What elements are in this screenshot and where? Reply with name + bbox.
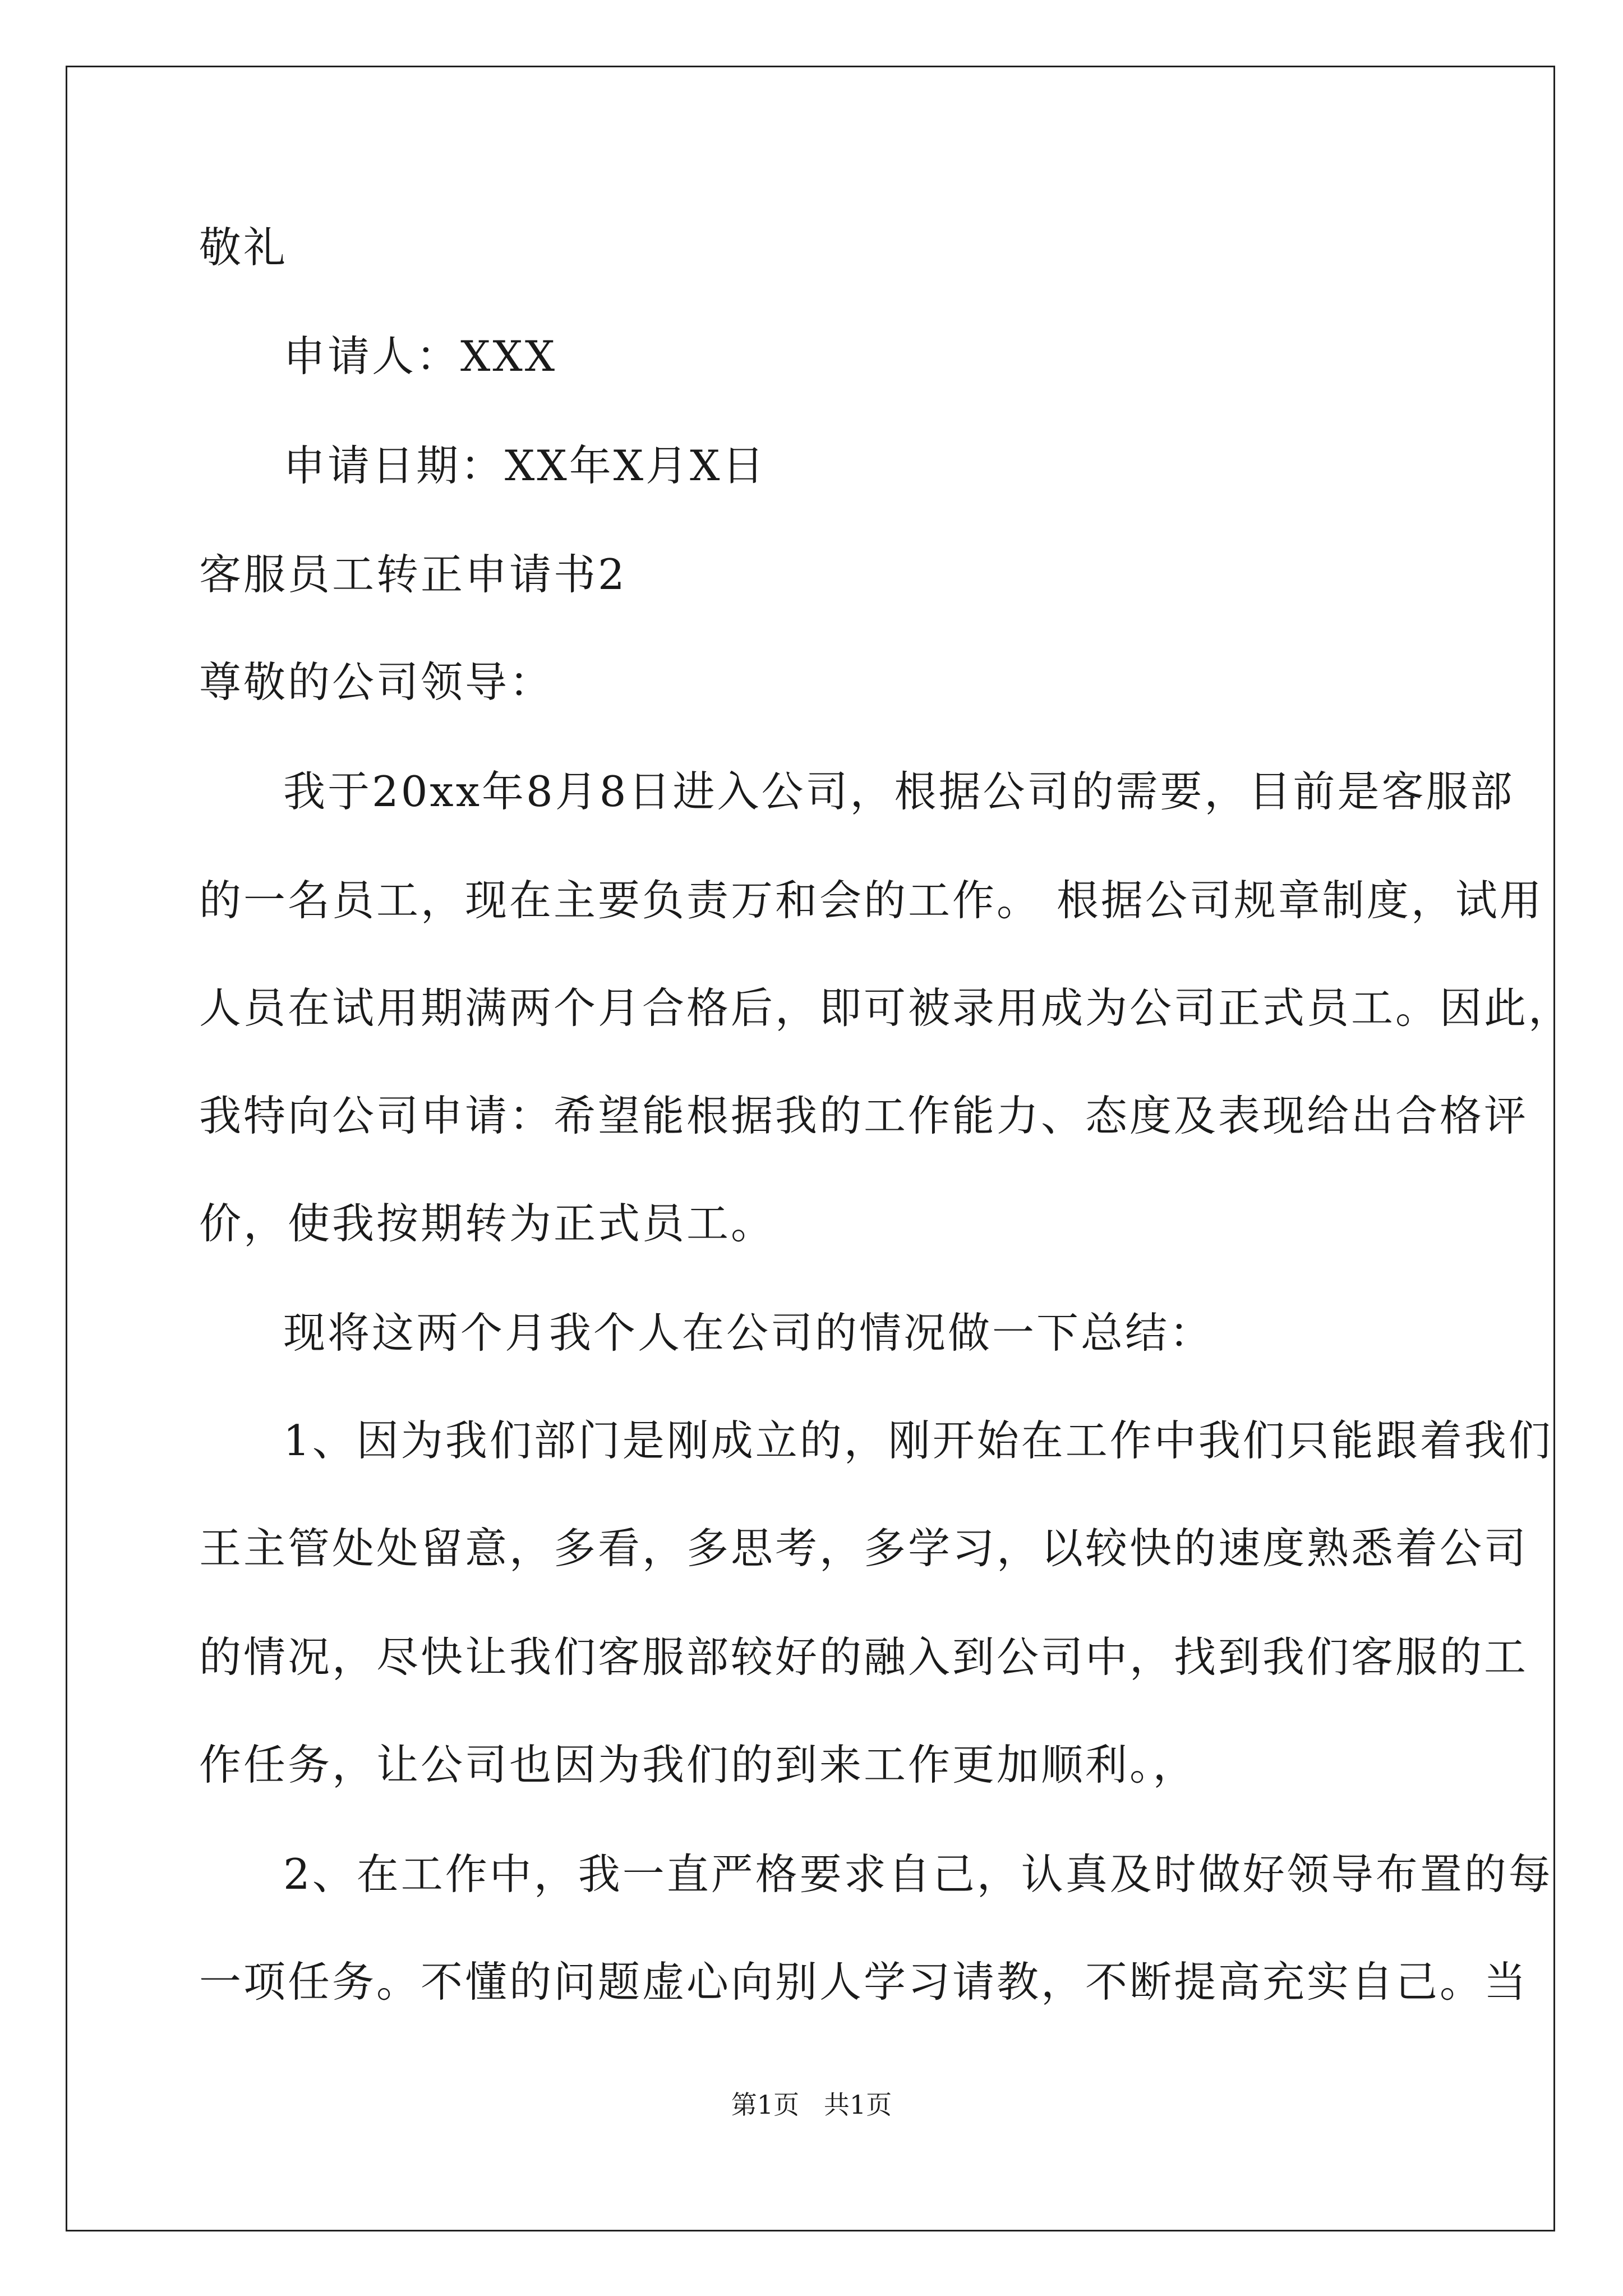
- paragraph-line: 价，使我按期转为正式员工。: [199, 1199, 776, 1248]
- application-date-line: 申请日期：XX年X月X日: [283, 441, 767, 490]
- paragraph-line: 我特向公司申请：希望能根据我的工作能力、态度及表现给出合格评: [199, 1091, 1529, 1140]
- paragraph-line: 的情况，尽快让我们客服部较好的融入到公司中，找到我们客服的工: [199, 1632, 1529, 1682]
- applicant-line: 申请人：XXX: [283, 332, 557, 381]
- closing-salutation: 敬礼: [199, 223, 288, 272]
- page-border: [66, 66, 1555, 2231]
- paragraph-line: 一项任务。不懂的问题虚心向别人学习请教，不断提高充实自己。当: [199, 1957, 1529, 2007]
- paragraph-line: 1、因为我们部门是刚成立的，刚开始在工作中我们只能跟着我们: [283, 1416, 1553, 1465]
- paragraph-line: 现将这两个月我个人在公司的情况做一下总结：: [283, 1308, 1214, 1358]
- paragraph-line: 王主管处处留意，多看，多思考，多学习，以较快的速度熟悉着公司: [199, 1524, 1529, 1573]
- greeting: 尊敬的公司领导：: [199, 657, 554, 707]
- document-title: 客服员工转正申请书2: [199, 550, 627, 599]
- paragraph-line: 人员在试用期满两个月合格后，即可被录用成为公司正式员工。因此，: [199, 983, 1573, 1033]
- paragraph-line: 我于20xx年8月8日进入公司，根据公司的需要，目前是客服部: [283, 767, 1515, 816]
- paragraph-line: 的一名员工，现在主要负责万和会的工作。 根据公司规章制度，试用: [199, 876, 1544, 925]
- page-footer: 第1页 共1页: [731, 2090, 892, 2120]
- paragraph-line: 作任务，让公司也因为我们的到来工作更加顺利。，: [199, 1740, 1197, 1789]
- paragraph-line: 2、在工作中，我一直严格要求自己，认真及时做好领导布置的每: [283, 1849, 1553, 1899]
